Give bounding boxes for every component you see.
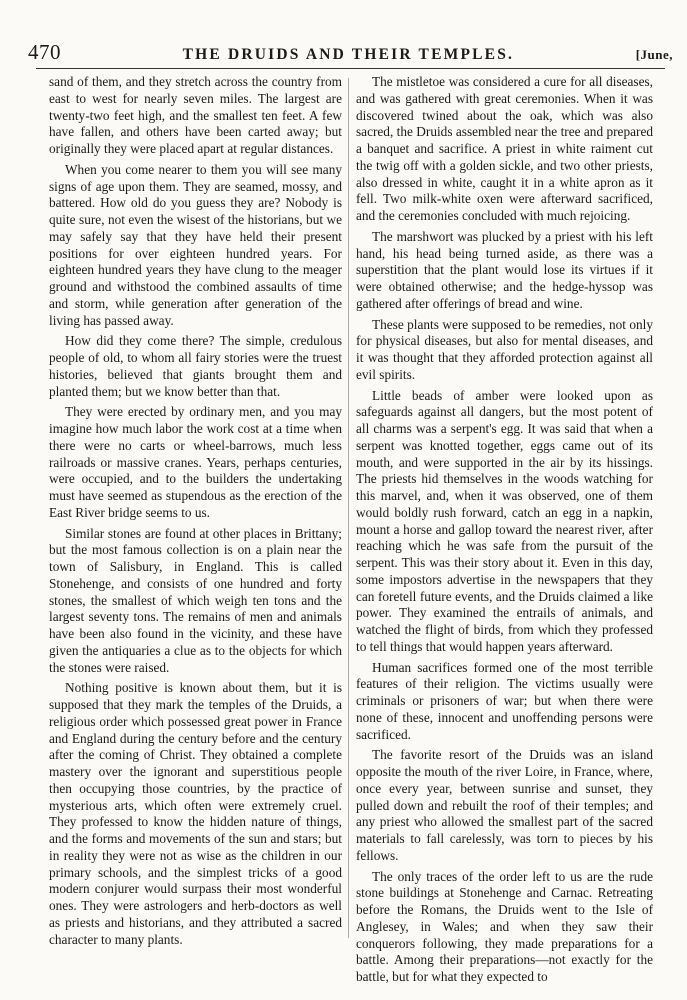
paragraph: Similar stones are found at other places in Brittany; but the most famous collection is on a plain near the town of Salisbury, in England. This is called Stonehenge, and consists of one hundred and forty stones, the smallest of which weigh ten tons and the largest seventy tons. The remains of men and animals have been also found in the vicinity, and these have given the antiquaries a clue as to the objects for which the stones were raised.	[49, 525, 342, 675]
page-number: 470	[28, 40, 61, 64]
paragraph: The only traces of the order left to us are the rude stone buildings at Stonehenge and Carnac. Retreating before the Romans, the Druids went to the Isle of Anglesey, in Wales; and when they saw their conquerors following, they made preparations for a battle. Among their preparations—not exactly for the battle, but for what they expected to	[356, 868, 653, 984]
issue-month: [June,	[635, 47, 673, 62]
paragraph: How did they come there? The simple, credulous people of old, to whom all fairy stories were the truest histories, believed that giants brought them and planted them; but we know better than that.	[49, 333, 342, 399]
paragraph: The mistletoe was considered a cure for all diseases, and was gathered with great ceremonies. When it was discovered twined about the oak, which was also sacred, the Druids assembled near the tree and prepared a banquet and sacrifice. A priest in white raiment cut the twig off with a golden sickle, and two other priests, also dressed in white, caught it in a white apron as it fell. Two milk-white oxen were afterward sacrificed, and the ceremonies concluded with much rejoicing.	[356, 74, 653, 223]
running-title: THE DRUIDS AND THEIR TEMPLES.	[182, 46, 515, 63]
page-header	[28, 40, 673, 64]
column-divider	[348, 78, 349, 938]
paragraph: Nothing positive is known about them, but it is supposed that they mark the temples of the Druids, a religious order which possessed great power in France and England during the century before and the century after the coming of Christ. They obtained a complete mastery over the ignorant and superstitious people then occupying those countries, by the practice of mysterious arts, which often were extremely cruel. They professed to know the hidden nature of things, and the forms and movements of the sun and stars; but in reality they were not as wise as the children in our primary schools, and the simplest tricks of a good modern conjurer would surpass their most wonderful ones. They were astrologers and herb-doctors as well as priests and historians, and they attributed a sacred character to many plants.	[49, 680, 342, 947]
paragraph: sand of them, and they stretch across the country from east to west for nearly seven miles. The largest are twenty-two feet high, and the smallest ten feet. A few have fallen, and others have been carted away; but originally they were placed apart at regular distances.	[49, 74, 342, 156]
paragraph: These plants were supposed to be remedies, not only for physical diseases, but also for mental diseases, and it was thought that they afforded protection against all evil spirits.	[356, 316, 653, 382]
left-column	[49, 74, 342, 954]
paragraph: Human sacrifices formed one of the most terrible features of their religion. The victims usually were criminals or prisoners of war; but when there were none of these, innocent and unoffending persons were sacrificed.	[356, 659, 653, 742]
header-rule	[36, 68, 665, 69]
paragraph: The favorite resort of the Druids was an island opposite the mouth of the river Loire, in France, where, once every year, between sunrise and sunset, they pulled down and rebuilt the roof of their temples; and any priest who allowed the smallest part of the sacred materials to fall carelessly, was torn to pieces by his fellows.	[356, 747, 653, 863]
paragraph: Little beads of amber were looked upon as safeguards against all dangers, but the most potent of all charms was a serpent's egg. It was said that when a serpent was knotted together, eggs came out of its mouth, and were supported in the air by its hissings. The priests hid themselves in the woods watching for this marvel, and, when it was observed, one of them would boldly rush forward, catch an egg in a napkin, mount a horse and gallop toward the nearest river, after reaching which he was safe from the pursuit of the serpent. This was their story about it. Even in this day, some impostors advertise in the newspapers that they can foretell future events, and the Druids claimed a like power. They examined the entrails of animals, and watched the flight of birds, from which they professed to tell things that would happen years afterward.	[356, 387, 653, 654]
paragraph: They were erected by ordinary men, and you may imagine how much labor the work cost at a time when there were no carts or wheel-barrows, much less railroads or massive cranes. Years, perhaps centuries, were occupied, and to the builders the undertaking must have seemed as stupendous as the erection of the East River bridge seems to us.	[49, 404, 342, 520]
right-column	[356, 74, 653, 984]
paragraph: The marshwort was plucked by a priest with his left hand, his head being turned aside, as there was a superstition that the plant would lose its virtues if it were obtained otherwise; and the hedge-hyssop was gathered after offerings of bread and wine.	[356, 228, 653, 311]
paragraph: When you come nearer to them you will see many signs of age upon them. They are seamed, mossy, and battered. How old do you guess they are? Nobody is quite sure, not even the wisest of the historians, but we may safely say that they have held their present positions for over eighteen hundred years. For eighteen hundred years they have clung to the meager ground and withstood the combined assaults of time and storm, while generation after generation of the living has passed away.	[49, 161, 342, 328]
